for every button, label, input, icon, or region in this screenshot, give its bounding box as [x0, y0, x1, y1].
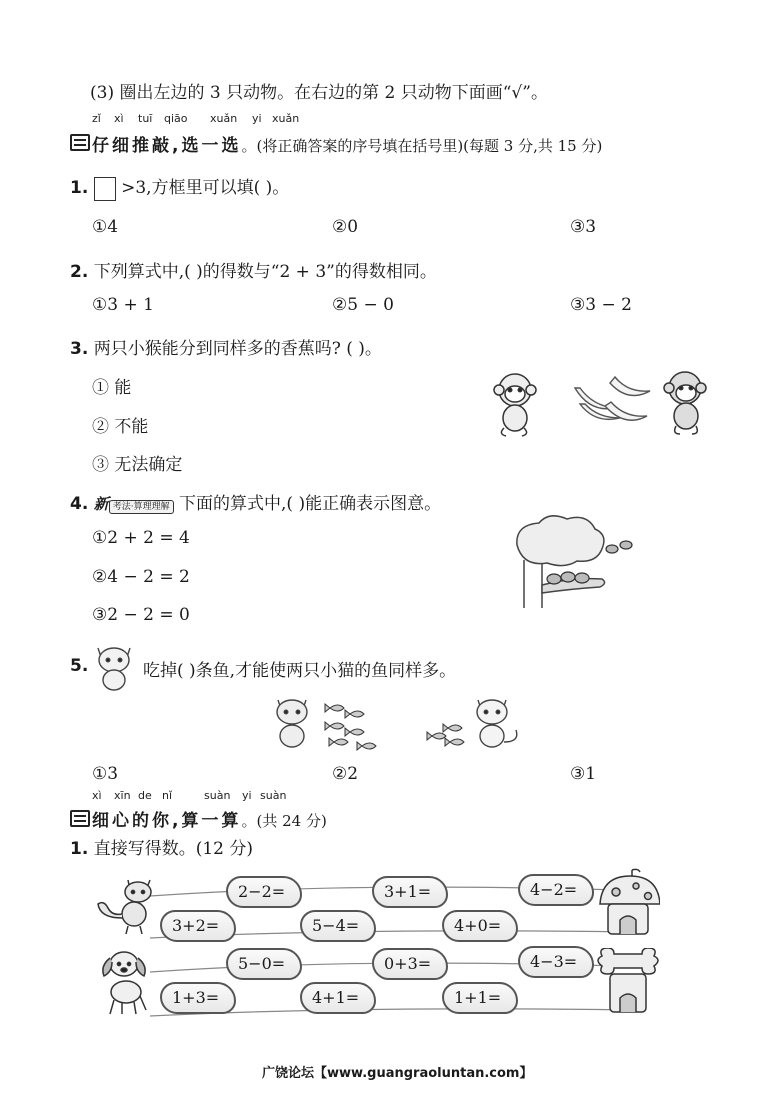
- banana-icon: [575, 377, 650, 420]
- calc-problem: 3+2=: [172, 916, 220, 935]
- calc-problem: 4−3=: [530, 952, 578, 971]
- calc-problem: 4+1=: [312, 988, 360, 1007]
- tree-birds-illustration: [512, 515, 642, 615]
- pinyin: xuǎn: [272, 112, 300, 125]
- question-number: 4.: [70, 494, 89, 514]
- question-2: [70, 257, 437, 282]
- q5-option-1[interactable]: ①3: [92, 764, 119, 784]
- bone-house-icon: [596, 948, 660, 1016]
- section-icon: [70, 810, 90, 827]
- pinyin: xīn: [114, 789, 131, 802]
- section3-title: 细心的你,算一算: [92, 811, 242, 831]
- q3-option-1[interactable]: ① 能: [92, 378, 132, 398]
- question-number: 3.: [70, 339, 89, 359]
- cat-icon: [477, 700, 517, 747]
- q1-option-2[interactable]: ②0: [332, 217, 359, 237]
- calc-stone[interactable]: [300, 910, 376, 942]
- pinyin: yi: [242, 789, 252, 802]
- question-text: >3,方框里可以填( )。: [121, 178, 290, 198]
- pinyin: qiāo: [164, 112, 188, 125]
- cats-fish-illustration: [268, 690, 538, 755]
- new-mark: 新: [93, 495, 109, 513]
- exam-type-badge: 考法·算理理解: [109, 500, 174, 514]
- calc-stone[interactable]: [372, 948, 448, 980]
- section-icon: [70, 134, 90, 151]
- monkey-icon: [494, 374, 536, 436]
- pinyin: xì: [114, 112, 124, 125]
- pinyin: suàn: [204, 789, 231, 802]
- pinyin: nǐ: [162, 789, 173, 802]
- q4-option-2[interactable]: ②4 − 2 = 2: [92, 567, 190, 587]
- question-text: 下面的算式中,( )能正确表示图意。: [179, 494, 442, 514]
- pinyin: yi: [252, 112, 262, 125]
- monkeys-bananas-illustration: [490, 368, 720, 438]
- tree-trunk-icon: [524, 560, 542, 608]
- cat-icon: [277, 700, 307, 747]
- calc-problem: 4+0=: [454, 916, 502, 935]
- calc-problem: 1+1=: [454, 988, 502, 1007]
- question-number: 1.: [70, 178, 89, 198]
- calc-problem: 2−2=: [238, 882, 286, 901]
- pinyin: suàn: [260, 789, 287, 802]
- question-text: 直接写得数。(12 分): [93, 839, 254, 859]
- section2-title: 仔细推敲,选一选: [92, 136, 242, 156]
- question-5: [70, 656, 88, 676]
- question-number: 2.: [70, 262, 89, 282]
- pinyin: zǐ: [92, 112, 101, 125]
- question-1: [70, 173, 289, 201]
- cat-icon: [90, 640, 138, 692]
- tree-crown-icon: [517, 516, 604, 566]
- instruction-line-3: (3) 圈出左边的 3 只动物。在右边的第 2 只动物下面画“√”。: [90, 83, 548, 103]
- question-number: 1.: [70, 839, 89, 859]
- calc-path-row-2: [90, 946, 710, 1018]
- calc-stone[interactable]: [442, 910, 518, 942]
- question-number: 5.: [70, 656, 89, 676]
- calc-stone[interactable]: [442, 982, 518, 1014]
- calc-problem: 5−4=: [312, 916, 360, 935]
- q5-option-3[interactable]: ③1: [570, 764, 597, 784]
- calc-stone[interactable]: [518, 946, 594, 978]
- pinyin: xuǎn: [210, 112, 238, 125]
- calc-problem: 3+1=: [384, 882, 432, 901]
- calc-stone[interactable]: [160, 982, 236, 1014]
- calc-stone[interactable]: [160, 910, 236, 942]
- q2-option-2[interactable]: ②5 − 0: [332, 295, 394, 315]
- calc-problem: 4−2=: [530, 880, 578, 899]
- calc-stone[interactable]: [372, 876, 448, 908]
- q3-option-3[interactable]: ③ 无法确定: [92, 455, 183, 475]
- pinyin: de: [138, 789, 152, 802]
- q1-option-3[interactable]: ③3: [570, 217, 597, 237]
- cat-icon: [90, 874, 154, 938]
- calc-stone[interactable]: [300, 982, 376, 1014]
- q5-option-2[interactable]: ②2: [332, 764, 359, 784]
- calc-stone[interactable]: [518, 874, 594, 906]
- pinyin: tuī: [138, 112, 153, 125]
- calc-stone[interactable]: [226, 948, 302, 980]
- answer-box[interactable]: [94, 177, 116, 201]
- calc-path-row-1: [90, 874, 710, 942]
- q4-option-3[interactable]: ③2 − 2 = 0: [92, 605, 190, 625]
- question-text: 两只小猴能分到同样多的香蕉吗? ( )。: [93, 339, 382, 359]
- section3-question-1: [70, 834, 253, 859]
- footer-text: 广饶论坛【www.guangraoluntan.com】: [262, 1066, 533, 1081]
- section3-header: [92, 806, 327, 831]
- question-4: [70, 489, 441, 514]
- calc-problem: 1+3=: [172, 988, 220, 1007]
- section2-header: [92, 131, 602, 156]
- q2-option-1[interactable]: ①3 + 1: [92, 295, 154, 315]
- monkey-icon: [664, 372, 706, 434]
- section3-note: 。(共 24 分): [241, 812, 327, 830]
- puppy-icon: [94, 946, 158, 1018]
- pinyin: xì: [92, 789, 102, 802]
- question-text: 下列算式中,( )的得数与“2 + 3”的得数相同。: [93, 262, 437, 282]
- question-text: 吃掉( )条鱼,才能使两只小猫的鱼同样多。: [143, 661, 457, 681]
- calc-problem: 0+3=: [384, 954, 432, 973]
- section2-note: 。(将正确答案的序号填在括号里)(每题 3 分,共 15 分): [241, 137, 603, 155]
- question-3: [70, 334, 382, 359]
- mushroom-house-icon: [596, 864, 660, 944]
- q3-option-2[interactable]: ② 不能: [92, 417, 149, 437]
- q1-option-1[interactable]: ①4: [92, 217, 119, 237]
- calc-stone[interactable]: [226, 876, 302, 908]
- calc-problem: 5−0=: [238, 954, 286, 973]
- q2-option-3[interactable]: ③3 − 2: [570, 295, 632, 315]
- q4-option-1[interactable]: ①2 + 2 = 4: [92, 528, 190, 548]
- fish-icon: [325, 704, 464, 750]
